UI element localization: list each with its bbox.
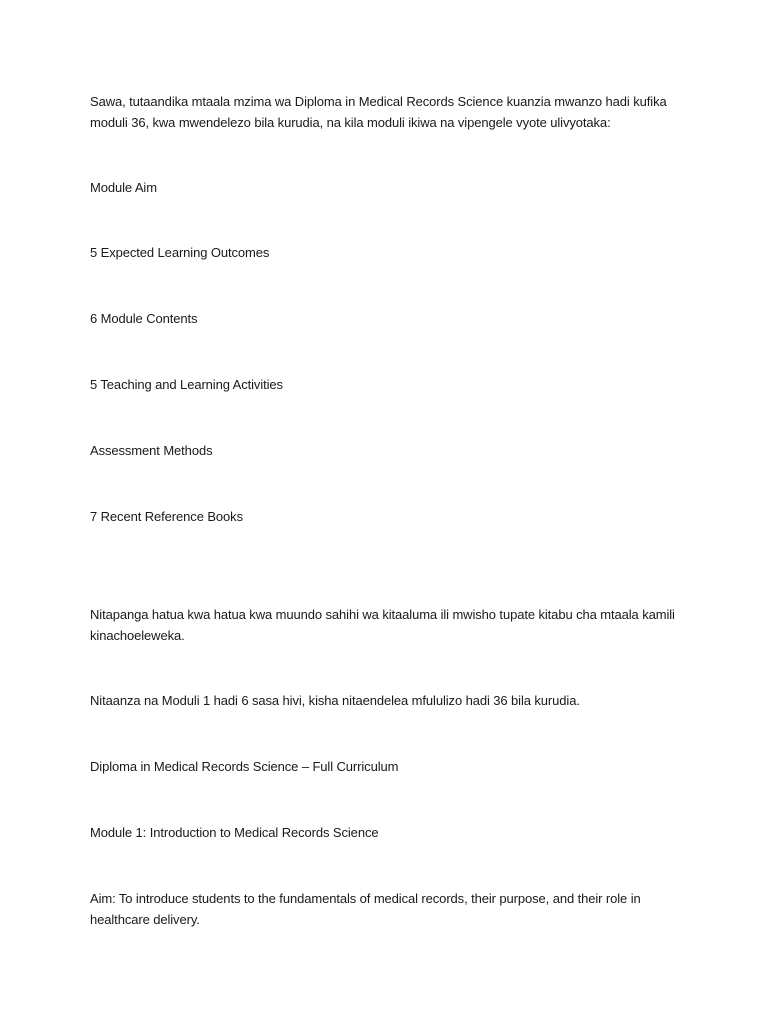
- module-1-aim: Aim: To introduce students to the fundamentals of medical records, their purpose, and their role in healthcare delivery.: [90, 891, 641, 927]
- list-item-assessment-methods: Assessment Methods: [90, 443, 213, 458]
- list-item-reference-books: 7 Recent Reference Books: [90, 509, 243, 524]
- start-paragraph: Nitaanza na Moduli 1 hadi 6 sasa hivi, kisha nitaendelea mfululizo hadi 36 bila kurudia.: [90, 693, 580, 708]
- intro-paragraph: Sawa, tutaandika mtaala mzima wa Diploma in Medical Records Science kuanzia mwanzo hadi kufika moduli 36, kwa mwendelezo bila kurudia, na kila moduli ikiwa na vipengele vyote ulivyotaka:: [90, 94, 667, 130]
- list-item-module-contents: 6 Module Contents: [90, 311, 198, 326]
- list-item-module-aim: Module Aim: [90, 180, 157, 195]
- list-item-teaching-activities: 5 Teaching and Learning Activities: [90, 377, 283, 392]
- curriculum-title: Diploma in Medical Records Science – Full Curriculum: [90, 759, 399, 774]
- module-1-heading: Module 1: Introduction to Medical Records Science: [90, 825, 379, 840]
- plan-paragraph: Nitapanga hatua kwa hatua kwa muundo sahihi wa kitaaluma ili mwisho tupate kitabu cha mtaala kamili kinachoeleweka.: [90, 607, 675, 643]
- list-item-learning-outcomes: 5 Expected Learning Outcomes: [90, 245, 270, 260]
